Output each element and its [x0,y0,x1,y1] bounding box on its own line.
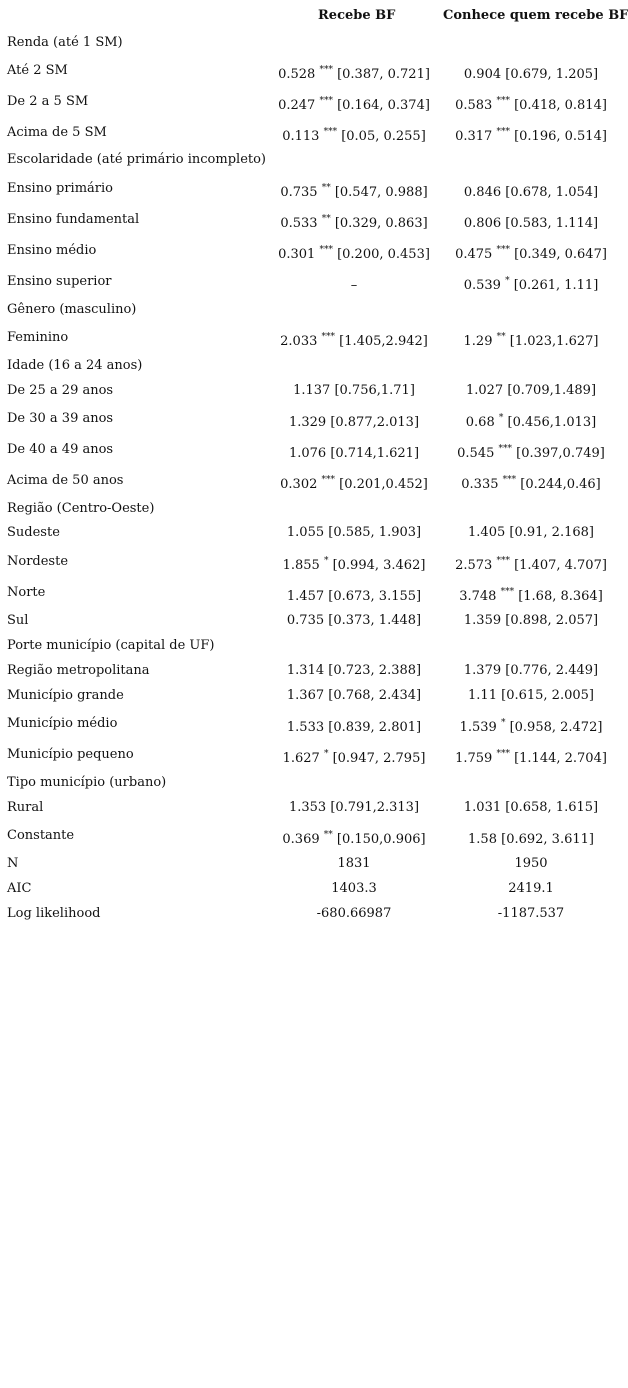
cell-value: 0.335 [461,477,499,492]
cell-value: 0.68 [465,415,495,430]
confidence-interval: [0.678, 1.054] [505,185,599,200]
cell-value: 0.301 [278,247,316,262]
confidence-interval: [0.791,2.313] [330,800,420,815]
cell-conhece-quem-recebe-bf [443,477,619,492]
row-label: Norte [7,585,46,600]
cell-conhece-quem-recebe-bf [443,688,619,703]
cell-value: 0.317 [455,129,493,144]
significance-stars: *** [502,475,517,485]
significance-stars: *** [496,556,510,566]
confidence-interval: [0.768, 2.434] [328,688,422,703]
significance-stars: *** [319,96,333,106]
cell-recebe-bf [266,832,442,847]
row-label: Até 2 SM [7,63,68,78]
significance-stars: *** [319,245,333,255]
significance-stars: *** [496,96,510,106]
cell-conhece-quem-recebe-bf [443,589,619,604]
cell-conhece-quem-recebe-bf [443,129,619,144]
significance-stars: * [505,276,510,286]
cell-value: -1187.537 [497,906,565,921]
confidence-interval: [0.164, 0.374] [337,98,430,113]
group-label: Escolaridade (até primário incompleto) [7,152,267,167]
cell-value: 0.369 [282,832,320,847]
cell-recebe-bf [266,446,442,461]
row-label: Ensino primário [7,181,113,196]
cell-value: 1.539 [459,720,497,735]
cell-value: 1.367 [286,688,325,703]
cell-value: 0.545 [457,446,495,461]
confidence-interval: [0.877,2.013] [330,415,420,430]
cell-value: 1.314 [286,663,325,678]
cell-conhece-quem-recebe-bf [443,67,619,82]
cell-conhece-quem-recebe-bf [443,247,619,262]
confidence-interval: [0.673, 3.155] [328,589,422,604]
cell-value: 1.855 [282,558,320,573]
confidence-interval: [0.387, 0.721] [337,67,430,82]
cell-conhece-quem-recebe-bf [443,98,619,113]
group-label: Porte município (capital de UF) [7,638,215,653]
cell-conhece-quem-recebe-bf [443,446,619,461]
cell-recebe-bf [266,881,442,896]
cell-value: 1.627 [282,751,320,766]
cell-recebe-bf [266,751,442,766]
cell-conhece-quem-recebe-bf [443,334,619,349]
confidence-interval: [0.91, 2.168] [509,525,594,540]
confidence-interval: [0.658, 1.615] [505,800,599,815]
confidence-interval: [0.709,1.489] [507,383,597,398]
cell-value: – [350,278,358,293]
confidence-interval: [0.679, 1.205] [505,67,599,82]
cell-recebe-bf [266,216,442,231]
cell-conhece-quem-recebe-bf [443,558,619,573]
row-label: Ensino superior [7,274,112,289]
confidence-interval: [0.200, 0.453] [337,247,430,262]
cell-value: 2.573 [455,558,493,573]
cell-conhece-quem-recebe-bf [443,383,619,398]
confidence-interval: [0.585, 1.903] [328,525,422,540]
row-label: Sul [7,613,29,628]
cell-conhece-quem-recebe-bf [443,856,619,871]
significance-stars: *** [496,749,510,759]
cell-value: 0.583 [455,98,493,113]
cell-recebe-bf [266,67,442,82]
significance-stars: *** [496,245,510,255]
confidence-interval: [0.994, 3.462] [332,558,426,573]
cell-value: 0.302 [280,477,318,492]
cell-conhece-quem-recebe-bf [443,906,619,921]
cell-recebe-bf [266,129,442,144]
cell-value: 0.533 [280,216,318,231]
cell-conhece-quem-recebe-bf [443,185,619,200]
cell-value: 0.904 [463,67,502,82]
cell-conhece-quem-recebe-bf [443,525,619,540]
confidence-interval: [0.201,0.452] [339,477,428,492]
cell-value: 1.353 [288,800,327,815]
cell-value: 2419.1 [508,881,554,896]
group-label: Gênero (masculino) [7,302,137,317]
cell-conhece-quem-recebe-bf [443,800,619,815]
cell-value: 1831 [337,856,371,871]
cell-value: 1.533 [286,720,325,735]
cell-value: 1.055 [286,525,325,540]
cell-value: 0.113 [282,129,320,144]
cell-conhece-quem-recebe-bf [443,663,619,678]
cell-recebe-bf [266,415,442,430]
cell-recebe-bf [266,383,442,398]
cell-conhece-quem-recebe-bf [443,216,619,231]
cell-value: 1.027 [465,383,504,398]
cell-value: 1950 [514,856,548,871]
cell-value: 1.29 [463,334,493,349]
confidence-interval: [1.405,2.942] [339,334,428,349]
group-label: Tipo município (urbano) [7,775,167,790]
significance-stars: *** [321,475,335,485]
confidence-interval: [0.261, 1.11] [513,278,599,293]
cell-conhece-quem-recebe-bf [443,415,619,430]
row-label: De 25 a 29 anos [7,383,114,398]
significance-stars: * [323,749,329,759]
row-label: N [7,856,19,871]
cell-conhece-quem-recebe-bf [443,881,619,896]
cell-recebe-bf [266,278,442,293]
confidence-interval: [0.05, 0.255] [341,129,426,144]
confidence-interval: [0.244,0.46] [520,477,601,492]
cell-recebe-bf [266,613,442,628]
significance-stars: *** [321,332,335,342]
significance-stars: *** [496,127,510,137]
row-label: Ensino médio [7,243,97,258]
row-label: Ensino fundamental [7,212,140,227]
significance-stars: ** [321,214,331,224]
cell-recebe-bf [266,98,442,113]
confidence-interval: [0.958, 2.472] [509,720,603,735]
cell-value: 1.359 [463,613,502,628]
cell-recebe-bf [266,525,442,540]
cell-value: 0.247 [278,98,316,113]
cell-value: 0.475 [455,247,493,262]
cell-value: 1.379 [463,663,502,678]
confidence-interval: [1.023,1.627] [509,334,599,349]
cell-value: 1.405 [468,525,506,540]
group-label: Idade (16 a 24 anos) [7,358,143,373]
confidence-interval: [0.776, 2.449] [505,663,599,678]
confidence-interval: [0.756,1.71] [334,383,415,398]
confidence-interval: [0.456,1.013] [507,415,597,430]
cell-value: 1.11 [468,688,497,703]
cell-value: 0.539 [463,278,501,293]
group-label: Região (Centro-Oeste) [7,501,155,516]
significance-stars: * [500,718,506,728]
row-label: De 30 a 39 anos [7,411,114,426]
significance-stars: *** [498,444,512,454]
cell-recebe-bf [266,334,442,349]
row-label: Rural [7,800,44,815]
cell-conhece-quem-recebe-bf [443,613,619,628]
cell-conhece-quem-recebe-bf [443,720,619,735]
cell-value: 1403.3 [331,881,377,896]
cell-value: 0.528 [278,67,316,82]
cell-conhece-quem-recebe-bf [443,278,619,293]
confidence-interval: [1.144, 2.704] [514,751,607,766]
cell-value: 1.759 [455,751,493,766]
significance-stars: *** [319,65,333,75]
cell-value: 3.748 [459,589,497,604]
confidence-interval: [0.723, 2.388] [328,663,422,678]
row-label: Sudeste [7,525,60,540]
cell-value: 0.735 [286,613,325,628]
cell-recebe-bf [266,247,442,262]
cell-value: 1.031 [463,800,502,815]
row-label: AIC [7,881,32,896]
cell-recebe-bf [266,558,442,573]
cell-value: 1.137 [293,383,331,398]
cell-value: 0.806 [463,216,502,231]
confidence-interval: [0.150,0.906] [336,832,426,847]
confidence-interval: [0.898, 2.057] [505,613,599,628]
row-label: Município pequeno [7,747,134,762]
confidence-interval: [0.373, 1.448] [328,613,422,628]
confidence-interval: [0.349, 0.647] [514,247,607,262]
cell-recebe-bf [266,589,442,604]
column-header-conhece-quem-recebe-bf: Conhece quem recebe BF [443,8,628,23]
cell-value: 1.58 [468,832,497,847]
cell-recebe-bf [266,477,442,492]
cell-conhece-quem-recebe-bf [443,751,619,766]
significance-stars: *** [500,587,515,597]
cell-value: 1.329 [288,415,327,430]
cell-recebe-bf [266,906,442,921]
row-label: Acima de 50 anos [7,473,124,488]
significance-stars: *** [323,127,338,137]
confidence-interval: [1.407, 4.707] [514,558,607,573]
confidence-interval: [0.615, 2.005] [501,688,594,703]
significance-stars: * [498,413,504,423]
cell-recebe-bf [266,720,442,735]
cell-value: -680.66987 [316,906,392,921]
confidence-interval: [0.397,0.749] [516,446,605,461]
confidence-interval: [1.68, 8.364] [518,589,603,604]
cell-value: 2.033 [280,334,318,349]
row-label: Região metropolitana [7,663,150,678]
confidence-interval: [0.692, 3.611] [501,832,594,847]
significance-stars: ** [496,332,506,342]
row-label: Log likelihood [7,906,101,921]
cell-value: 1.457 [286,589,325,604]
cell-value: 0.735 [280,185,318,200]
cell-value: 1.076 [288,446,327,461]
cell-recebe-bf [266,688,442,703]
confidence-interval: [0.714,1.621] [330,446,420,461]
confidence-interval: [0.583, 1.114] [505,216,599,231]
cell-recebe-bf [266,856,442,871]
row-label: De 40 a 49 anos [7,442,114,457]
column-header-recebe-bf: Recebe BF [318,8,396,23]
group-label: Renda (até 1 SM) [7,35,123,50]
row-label: Feminino [7,330,69,345]
row-label: De 2 a 5 SM [7,94,89,109]
confidence-interval: [0.196, 0.514] [514,129,607,144]
significance-stars: * [323,556,329,566]
cell-recebe-bf [266,185,442,200]
cell-recebe-bf [266,663,442,678]
cell-value: 0.846 [463,185,502,200]
row-label: Constante [7,828,75,843]
significance-stars: ** [321,183,331,193]
cell-conhece-quem-recebe-bf [443,832,619,847]
cell-recebe-bf [266,800,442,815]
confidence-interval: [0.839, 2.801] [328,720,422,735]
row-label: Acima de 5 SM [7,125,107,140]
row-label: Nordeste [7,554,69,569]
confidence-interval: [0.947, 2.795] [332,751,426,766]
row-label: Município médio [7,716,118,731]
confidence-interval: [0.418, 0.814] [514,98,607,113]
confidence-interval: [0.329, 0.863] [334,216,428,231]
confidence-interval: [0.547, 0.988] [334,185,428,200]
row-label: Município grande [7,688,124,703]
significance-stars: ** [323,830,333,840]
